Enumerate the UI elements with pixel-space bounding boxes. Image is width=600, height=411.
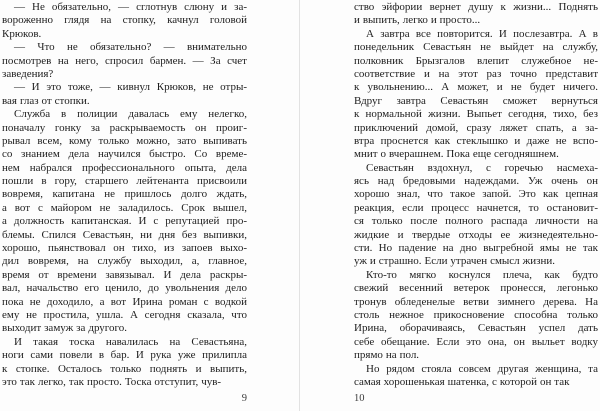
text-line: заведения? [2,67,54,80]
text-line: себе обещание. Если это она, он выльет водку [354,335,598,348]
text-line: Но рядом стояла совсем другая женщина, та [366,362,598,375]
text-line: и выпить, легко и просто... [354,14,481,27]
text-line: мнит о вчерашнем. Пока еще сегодняшнем. [354,148,559,161]
text-line: прямо на пол. [354,349,420,362]
page-right-text [354,1,598,389]
text-line: вал, начальство его ценило, до увольнения дело [2,282,247,295]
text-line: Севастьян вздохнул, с горечью насмеха- [366,161,598,174]
text-line: поначалу гонку за раскрываемость он проиг- [2,121,247,134]
text-line: пока не доходило, а вот Ирина роман с водкой [2,295,247,308]
paragraph [2,336,247,390]
text-line: выходит замуж за другого. [2,322,128,335]
text-line: Служба в полиции давалась ему нелегко, [14,108,247,121]
text-line: И такая тоска навалилась на Севастьяна, [14,335,247,348]
text-line: вороженно глядя на стопку, качнул головой [2,14,247,27]
text-line: ясь над бредовыми надеждами. Уж очень он [354,175,598,188]
text-line: — Что не обязательно? — внимательно [14,41,247,54]
text-line: хорошо знал, что такое запой. Это как цепная [354,188,598,201]
paragraph [354,1,598,28]
page-left [2,1,247,405]
page-left-number: 9 [241,393,247,405]
text-line: ему не простила, ушла. А сегодня сказала, что [2,308,247,321]
paragraph [354,269,598,363]
paragraph [2,108,247,336]
text-line: ноги сами повели в бар. И рука уже прилипла [2,349,247,362]
paragraph [354,162,598,269]
page-gutter-divider [299,0,300,411]
text-line: это так легко, так просто. Тоска отступит, чув- [2,375,222,388]
text-line: время от времени завязывал. И дела раскры- [2,268,247,281]
text-line: блемы. Спился Севастьян, ни дня без выпивки, [2,228,247,241]
text-line: самая хорошенькая шатенка, с которой он так [354,375,570,388]
text-line: хорошо, пьянствовал он тихо, из запоев выхо- [2,242,247,255]
text-line: пошли в гору, старшего лейтенанта присвоили [2,175,247,188]
text-line: вая глаз от стопки. [2,94,90,107]
text-line: уж и страшно. Если утрачен смысл жизни. [354,255,555,268]
text-line: полковник Брызгалов влепит служебное не- [354,54,598,67]
text-line: к стопке. Осталось только поднять и выпить, [2,362,247,375]
text-line: соответствие и на этот раз точно представит [354,67,598,80]
text-line: — Не обязательно, — сглотнув слюну и за- [14,1,247,13]
text-line: жидкие и твердые отходы ее жизнедеятельно- [354,228,598,241]
text-line: со знанием дела научился быстро. Со време- [2,148,247,161]
text-line: а должность капитанская. И с репутацией про- [2,215,247,228]
page-left-text [2,1,247,389]
text-line: А завтра все повторится. И послезавтра. А в [366,27,598,40]
paragraph [2,41,247,81]
page-right [354,1,598,405]
text-line: приключений домой, сразу ляжет спать, а за- [354,121,598,134]
text-line: втра проснется как стеклышко и даже не вспо- [354,134,598,147]
text-line: Кто-то мягко коснулся плеча, как будто [366,268,598,281]
text-line: Крюков. [2,27,42,40]
text-line: ство эйфории вернет душу к жизни... Поднять [354,1,598,13]
paragraph [354,28,598,162]
text-line: к увольнению... А может, и не будет ничего. [354,81,598,94]
paragraph [2,81,247,108]
paragraph [354,363,598,390]
text-line: к нормальной жизни. Выпьет сегодня, тихо, без [354,108,598,121]
text-line: посмотрев на него, спросил бармен. — За счет [2,54,247,67]
text-line: вовремя, капитана не пришлось долго ждать, [2,188,247,201]
text-line: а вот с майором не заладилось. Срок вышел, [2,201,247,214]
text-line: понедельник Севастьян не выйдет на службу, [354,41,598,54]
text-line: — И это тоже, — кивнул Крюков, не отры- [14,81,247,94]
paragraph [2,1,247,41]
text-line: столь нежное прикосновение способна только [354,308,598,321]
text-line: ся только после полного распада личности на [354,215,598,228]
text-line: нем набрался профессионального опыта, дела [2,161,247,174]
text-line: сти. Но падение на дно выгребной ямы не так [354,242,598,255]
text-line: рывал всем, кому только можно, зато выпивать [2,134,247,147]
text-line: свежий весенний ветерок пронесся, легонько [354,282,598,295]
text-line: дил вовремя, на службу выходил, а, главное, [2,255,247,268]
text-line: Ирина, оборачиваясь, Севастьян успел дать [354,322,598,335]
page-right-number: 10 [354,393,365,405]
text-line: реакция, если процесс начнется, то остановит- [354,201,598,214]
text-line: тронув обледенелые ветви зимнего дерева. На [354,295,598,308]
text-line: Вдруг завтра Севастьян сможет вернуться [354,94,598,107]
